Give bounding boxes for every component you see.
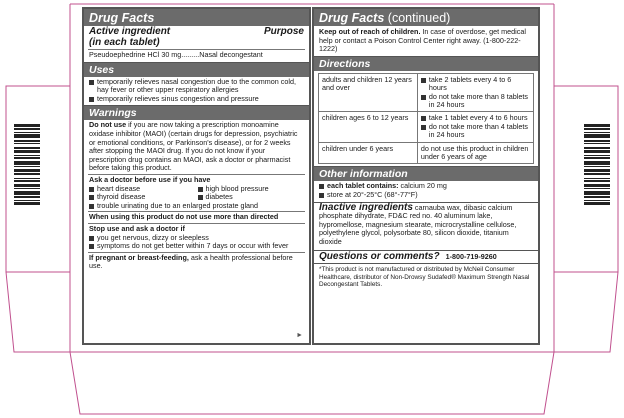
bullet-icon <box>89 80 94 85</box>
drug-facts-continued-title: Drug Facts (continued) <box>314 9 538 26</box>
directions-title: Directions <box>314 57 538 71</box>
bullet-icon <box>421 116 426 121</box>
table-cell <box>417 73 533 112</box>
inactive-ingredients-title: Inactive ingredients <box>319 201 413 213</box>
continued-suffix: (continued) <box>387 11 451 25</box>
warnings-title: Warnings <box>84 106 309 120</box>
table-row <box>319 73 534 112</box>
list-item: each tablet contains: calcium 20 mg <box>319 182 533 191</box>
list-item: temporarily relieves nasal congestion due to the common cold, hay fever or other upper respiratory allergies <box>89 78 304 95</box>
bullet-icon <box>89 244 94 249</box>
footnote: *This product is not manufactured or distributed by McNeil Consumer Healthcare, distributor of Non-Drowsy Sudafed® Maximum Strength Nasal Decongestant Tablets. <box>319 266 530 289</box>
list-item: symptoms do not get better within 7 days or occur with fever <box>89 242 304 251</box>
do-not-use-paragraph: Do not use if you are now taking a prescription monoamine oxidase inhibitor (MAOI) (certain drugs for depression, psychiatric or emotional conditions, or Parkinson's disease), or for 2 weeks after stopping the MAOI drug. If you do not know if your prescription drug contains an MAOI, ask a doctor or pharmacist before taking this product. <box>89 120 298 173</box>
inactive-ingredients-paragraph: Inactive ingredients carnauba wax, dibasic calcium phosphate dihydrate, FD&C red no. 40 aluminum lake, hypromellose, magnesium stearate, microcrystalline cellulose, polyethylene glycol, polysorbate 80, silicon dioxide, titanium dioxide <box>319 201 517 246</box>
table-row <box>319 112 534 142</box>
in-each-tablet-label: (in each tablet) <box>89 36 160 48</box>
list-item: do not take more than 4 tablets in 24 hours <box>421 123 530 140</box>
bullet-icon <box>421 125 426 130</box>
pregnant-paragraph: If pregnant or breast-feeding, ask a health professional before use. <box>89 252 293 271</box>
stop-use-title: Stop use and ask a doctor if <box>89 223 185 233</box>
bullet-icon <box>421 95 426 100</box>
bullet-icon <box>198 187 203 192</box>
list-item: diabetes <box>198 193 305 202</box>
drug-facts-left-panel <box>82 7 311 345</box>
table-row <box>319 142 534 164</box>
ask-doctor-section <box>84 176 309 210</box>
active-ingredient-section <box>84 26 309 62</box>
when-using-title: When using this product do not use more than directed <box>89 212 279 222</box>
table-cell: adults and children 12 years and over <box>319 73 418 112</box>
list-item: you get nervous, dizzy or sleepless <box>89 234 304 243</box>
keep-out-paragraph: Keep out of reach of children. In case of overdose, get medical help or contact a Poison Control Center right away. (1-800-222-1222) <box>319 27 526 54</box>
bullet-icon <box>89 187 94 192</box>
right-barcode <box>584 124 610 216</box>
other-information-list <box>314 181 538 199</box>
bullet-icon <box>319 193 324 198</box>
active-ingredient-label: Active ingredient <box>89 26 171 37</box>
drug-facts-title: Drug Facts <box>84 9 309 26</box>
table-cell <box>417 112 533 142</box>
list-item: store at 20°-25°C (68°-77°F) <box>319 191 533 200</box>
table-cell: children ages 6 to 12 years <box>319 112 418 142</box>
list-item: temporarily relieves sinus congestion and pressure <box>89 95 304 104</box>
list-item: thyroid disease <box>89 193 196 202</box>
stop-use-section <box>84 225 309 251</box>
questions-title: Questions or comments? <box>319 250 440 262</box>
continue-arrow-icon: ► <box>296 332 303 339</box>
table-cell: children under 6 years <box>319 142 418 164</box>
left-barcode <box>14 124 40 216</box>
list-item: heart disease <box>89 185 196 194</box>
bullet-icon <box>89 204 94 209</box>
ingredient-line: Pseudoephedrine HCl 30 mg.........Nasal decongestant <box>89 50 263 59</box>
uses-list <box>84 77 309 104</box>
questions-phone: 1-800-719-9260 <box>445 251 497 261</box>
list-item: take 1 tablet every 4 to 6 hours <box>421 114 530 122</box>
list-item: trouble urinating due to an enlarged prostate gland <box>89 202 304 211</box>
purpose-label: Purpose <box>263 26 304 37</box>
drug-facts-right-panel <box>312 7 540 345</box>
bullet-icon <box>198 195 203 200</box>
list-item: high blood pressure <box>198 185 305 194</box>
bullet-icon <box>89 195 94 200</box>
directions-table <box>318 73 534 165</box>
table-cell: do not use this product in children under 6 years of age <box>417 142 533 164</box>
bullet-icon <box>89 97 94 102</box>
uses-title: Uses <box>84 63 309 77</box>
list-item: take 2 tablets every 4 to 6 hours <box>421 76 530 93</box>
bullet-icon <box>421 78 426 83</box>
questions-line <box>314 251 538 264</box>
list-item: do not take more than 8 tablets in 24 hours <box>421 93 530 110</box>
bullet-icon <box>89 236 94 241</box>
ask-doctor-title: Ask a doctor before use if you have <box>89 174 211 184</box>
other-information-title: Other information <box>314 167 538 181</box>
bullet-icon <box>319 184 324 189</box>
